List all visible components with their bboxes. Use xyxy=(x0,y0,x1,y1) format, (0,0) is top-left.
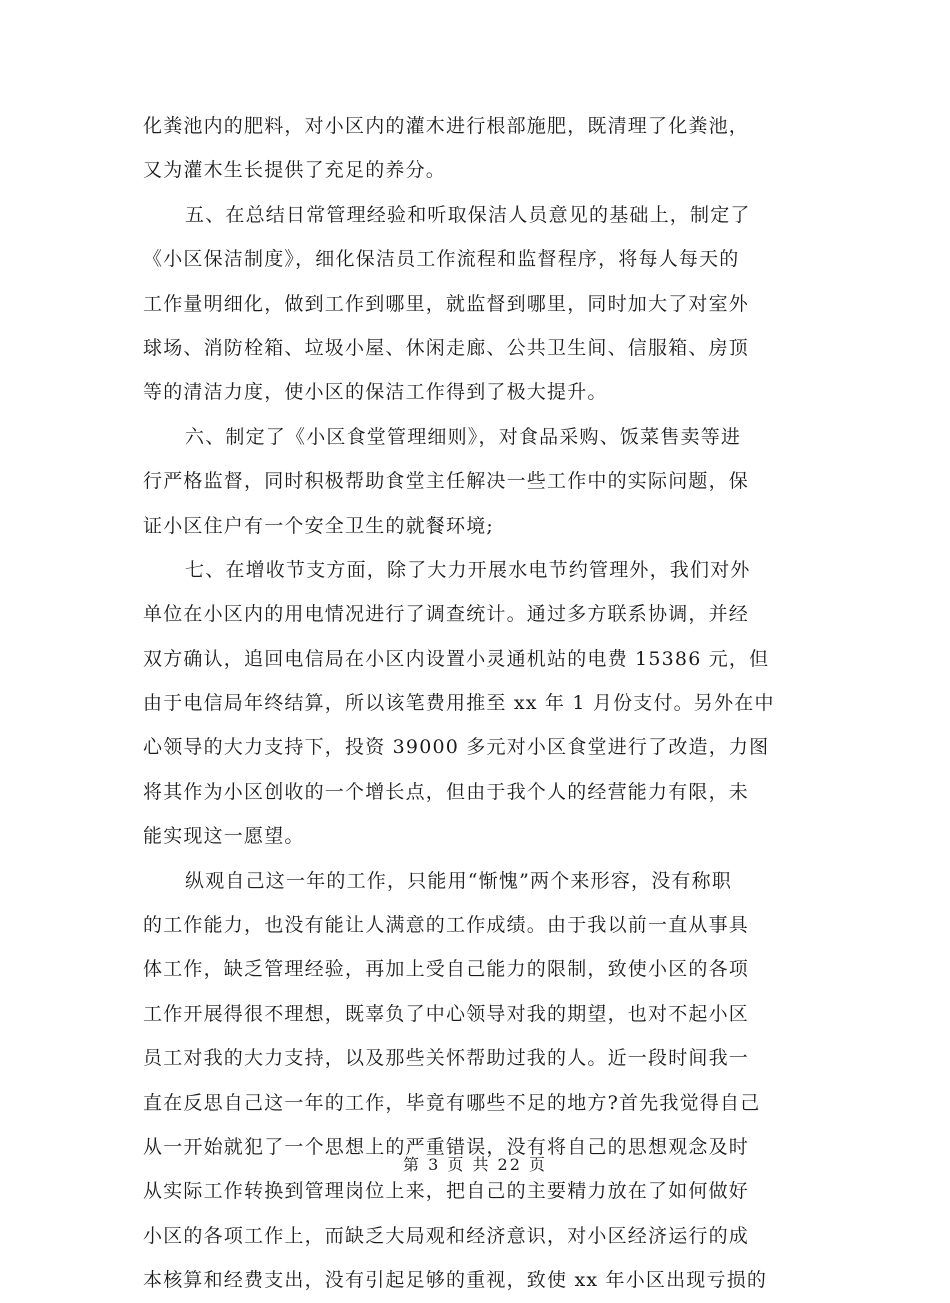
text-line: 化粪池内的肥料，对小区内的灌木进行根部施肥，既清理了化粪池， xyxy=(143,115,750,137)
text-line: 小区的各项工作上，而缺乏大局观和经济意识，对小区经济运行的成 xyxy=(143,1224,750,1247)
text-line: 六、制定了《小区食堂管理细则》，对食品采购、饭菜售卖等进 xyxy=(185,425,742,448)
text-line: 直在反思自己这一年的工作，毕竟有哪些不足的地方?首先我觉得自己 xyxy=(143,1091,761,1114)
text-line: 体工作，缺乏管理经验，再加上受自己能力的限制，致使小区的各项 xyxy=(143,958,750,981)
page-number-footer: 第 3 页 共 22 页 xyxy=(403,1155,547,1174)
text-line: 将其作为小区创收的一个增长点，但由于我个人的经营能力有限，未 xyxy=(143,780,750,803)
text-line: 又为灌木生长提供了充足的养分。 xyxy=(143,159,447,182)
text-line: 工作开展得很不理想，既辜负了中心领导对我的期望，也对不起小区 xyxy=(143,1002,750,1025)
text-line: 工作量明细化，做到工作到哪里，就监督到哪里，同时加大了对室外 xyxy=(143,292,750,315)
text-line: 员工对我的大力支持，以及那些关怀帮助过我的人。近一段时间我一 xyxy=(143,1047,750,1070)
text-line: 从一开始就犯了一个思想上的严重错误，没有将自己的思想观念及时 xyxy=(143,1135,750,1158)
text-line: 从实际工作转换到管理岗位上来，把自己的主要精力放在了如何做好 xyxy=(143,1180,750,1203)
text-line: 心领导的大力支持下，投资 39000 多元对小区食堂进行了改造，力图 xyxy=(143,736,770,759)
text-line: 五、在总结日常管理经验和听取保洁人员意见的基础上，制定了 xyxy=(185,203,751,226)
text-line: 纵观自己这一年的工作，只能用“惭愧”两个来形容，没有称职 xyxy=(185,869,733,892)
text-line: 七、在增收节支方面，除了大力开展水电节约管理外，我们对外 xyxy=(185,558,751,581)
text-line: 双方确认，追回电信局在小区内设置小灵通机站的电费 15386 元，但 xyxy=(143,647,770,670)
text-line: 《小区保洁制度》，细化保洁员工作流程和监督程序，将每人每天的 xyxy=(143,248,740,271)
text-line: 本核算和经费支出，没有引起足够的重视，致使 xx 年小区出现亏损的 xyxy=(143,1269,768,1292)
text-line: 单位在小区内的用电情况进行了调查统计。通过多方联系协调，并经 xyxy=(143,603,750,626)
text-line: 由于电信局年终结算，所以该笔费用推至 xx 年 1 月份支付。另外在中 xyxy=(143,692,775,715)
document-body xyxy=(143,104,815,1303)
text-line: 的工作能力，也没有能让人满意的工作成绩。由于我以前一直从事具 xyxy=(143,914,750,937)
text-line: 能实现这一愿望。 xyxy=(143,825,305,848)
text-line: 行严格监督，同时积极帮助食堂主任解决一些工作中的实际问题，保 xyxy=(143,470,750,493)
text-line: 证小区住户有一个安全卫生的就餐环境; xyxy=(143,514,495,537)
text-line: 球场、消防栓箱、垃圾小屋、休闲走廊、公共卫生间、信服箱、房顶 xyxy=(143,336,750,359)
text-line: 等的清洁力度，使小区的保洁工作得到了极大提升。 xyxy=(143,381,608,404)
